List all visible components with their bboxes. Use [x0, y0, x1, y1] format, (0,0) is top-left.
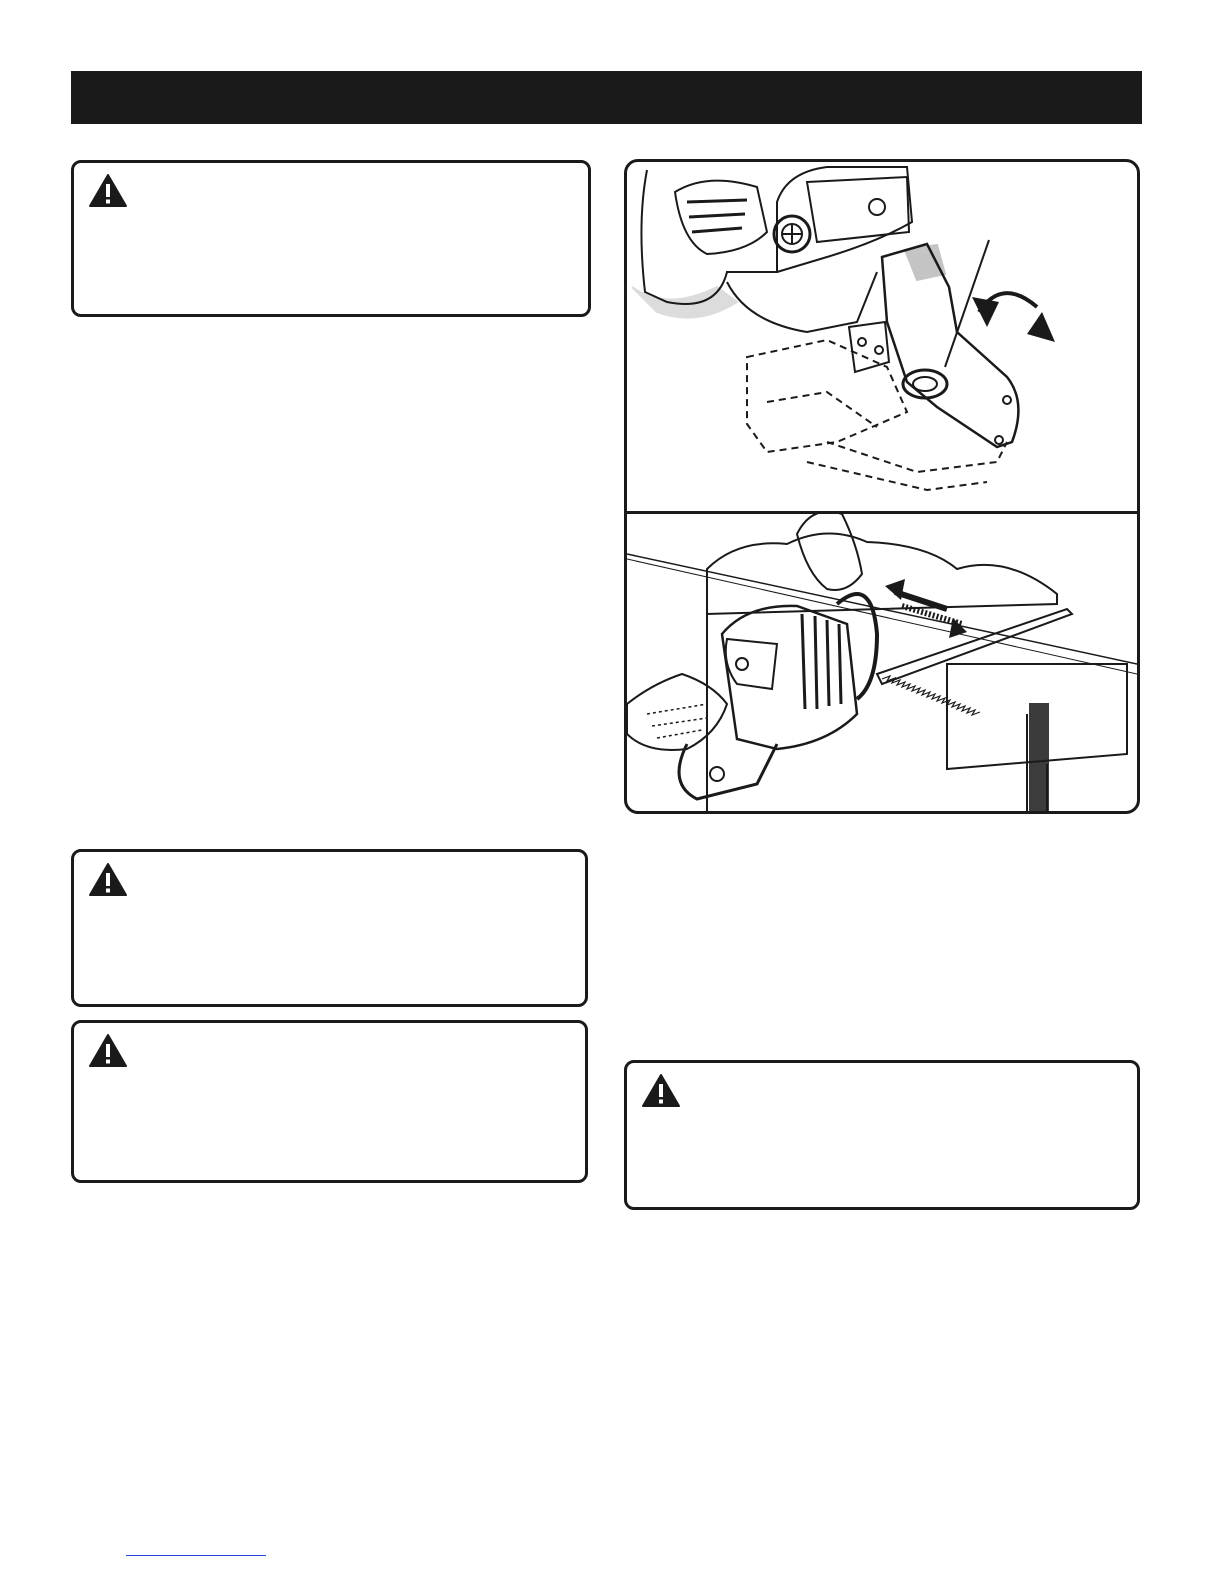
- rotate-arrow-icon: [972, 293, 1055, 342]
- warning-box-2: [71, 849, 588, 1007]
- warning-box-4: [624, 1060, 1140, 1210]
- warning-triangle-icon: [88, 173, 128, 209]
- warning-box-3: [71, 1020, 588, 1183]
- section-header-bar: [71, 71, 1142, 124]
- warning-triangle-icon: [641, 1073, 681, 1109]
- figure-panel-bottom: [627, 514, 1137, 814]
- hedge-trimmer-cutting-hedge-illustration: [627, 514, 1137, 814]
- footer-link-underline[interactable]: [126, 1555, 266, 1556]
- illustration-figure: [624, 159, 1140, 814]
- warning-box-1: [71, 160, 591, 317]
- warning-triangle-icon: [88, 1033, 128, 1069]
- figure-panel-top: [627, 162, 1137, 511]
- hedge-trimmer-rotating-handle-illustration: [627, 162, 1137, 511]
- warning-triangle-icon: [88, 862, 128, 898]
